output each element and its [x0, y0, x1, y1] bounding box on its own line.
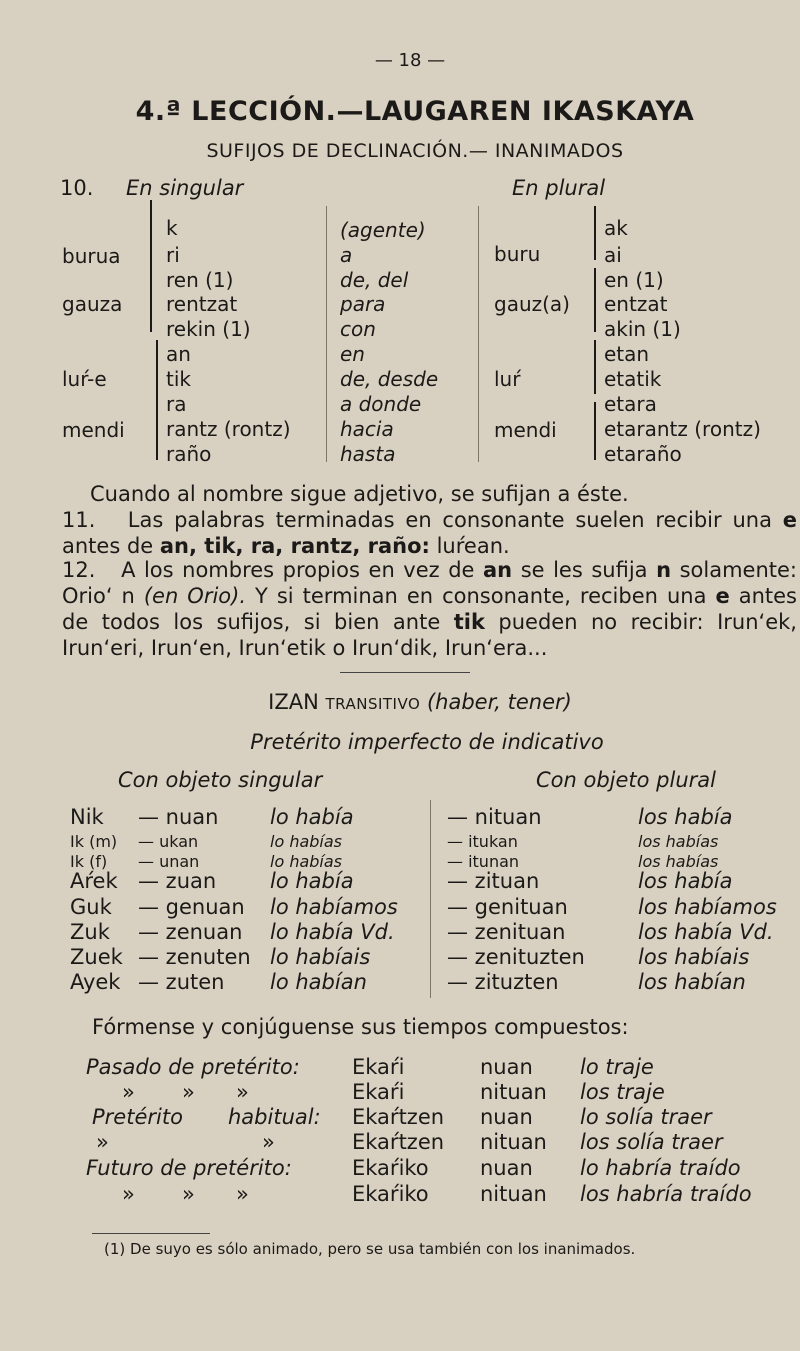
plural-bracket [594, 340, 596, 394]
singular-object-heading: Con objeto singular [118, 768, 323, 792]
plural-translation: los había Vd. [638, 920, 774, 944]
ditto-mark: » [182, 1080, 195, 1104]
singular-form: — zenuten [138, 945, 251, 969]
pronoun: Guk [70, 895, 112, 919]
pronoun: Ik (m) [70, 832, 118, 851]
pronoun: Nik [70, 805, 104, 829]
singular-form: — zuan [138, 869, 217, 893]
plural-translation: los habíamos [638, 895, 777, 919]
plural-form: — zenituan [447, 920, 566, 944]
lesson-title: 4.ª LECCIÓN.—LAUGAREN IKASKAYA [135, 96, 695, 127]
paragraph-text: antes de todos los sufijos, si bien ante [62, 584, 798, 634]
singular-stem: mendi [62, 418, 125, 442]
ditto-mark: » [122, 1080, 135, 1104]
plural-suffix: ai [604, 243, 622, 267]
page-number: — 18 — [374, 50, 446, 71]
plural-stem: gauz(a) [494, 292, 570, 316]
plural-suffix: etaraño [604, 442, 682, 466]
singular-heading: En singular [126, 176, 244, 200]
singular-suffix: rentzat [166, 292, 238, 316]
compound-translation: los traje [580, 1080, 665, 1104]
paragraph-text: luŕean. [429, 534, 510, 558]
compound-auxiliary: nuan [480, 1055, 533, 1079]
tense-label: habitual: [228, 1105, 321, 1129]
plural-object-heading: Con objeto plural [536, 768, 716, 792]
lesson-subtitle: SUFIJOS DE DECLINACIÓN.— INANIMADOS [206, 140, 624, 162]
tense-label: Pretérito [92, 1105, 183, 1129]
suffix-n: n [656, 558, 672, 582]
compound-verb: Ekaŕtzen [352, 1105, 445, 1129]
pronoun: Zuk [70, 920, 110, 944]
plural-form: — zituan [447, 869, 540, 893]
paragraph-text: pueden no recibir: Irun‘ek, Irun‘eri, Irun‘en, Irun‘etik o Irun‘dik, Irun‘era... [62, 610, 797, 660]
singular-form: — nuan [138, 805, 219, 829]
compound-translation: los habría traído [580, 1182, 752, 1206]
paragraph-text: se les sufija [512, 558, 657, 582]
compound-auxiliary: nituan [480, 1080, 547, 1104]
compound-translation: lo habría traído [580, 1156, 741, 1180]
plural-heading: En plural [512, 176, 606, 200]
paragraph-text: antes de [62, 534, 160, 558]
suffix-meaning: de, desde [340, 367, 439, 391]
paragraph-text: A los nombres propios en vez de [121, 558, 484, 582]
singular-suffix: raño [166, 442, 212, 466]
plural-translation: los habíais [638, 945, 750, 969]
paragraph-text: Y si terminan en consonante, reciben una [246, 584, 716, 608]
tense-label: Pasado de pretérito: [86, 1055, 300, 1079]
pronoun: Ayek [70, 970, 121, 994]
suffix-tik: tik [453, 610, 485, 634]
verb-translation: (haber, tener) [426, 690, 572, 714]
compound-auxiliary: nuan [480, 1105, 533, 1129]
plural-suffix: etara [604, 392, 657, 416]
singular-translation: lo había [270, 869, 354, 893]
suffix-meaning: a [340, 243, 353, 267]
suffix-meaning: para [340, 292, 386, 316]
singular-translation: lo habías [270, 832, 343, 851]
plural-form: — genituan [447, 895, 568, 919]
singular-translation: lo habías [270, 852, 343, 871]
singular-bracket-bottom [156, 340, 158, 460]
singular-translation: lo habíais [270, 945, 371, 969]
plural-translation: los habías [638, 832, 719, 851]
compound-verb: Ekaŕtzen [352, 1130, 445, 1154]
plural-translation: los había [638, 869, 733, 893]
ditto-mark: » [236, 1080, 249, 1104]
plural-translation: los habían [638, 970, 746, 994]
plural-translation: los habías [638, 852, 719, 871]
paragraph-11 [62, 507, 797, 559]
suffix-meaning: de, del [340, 268, 409, 292]
plural-suffix: etarantz (rontz) [604, 417, 761, 441]
plural-suffix: akin (1) [604, 317, 681, 341]
suffix-meaning: a donde [340, 392, 422, 416]
singular-suffix: ra [166, 392, 187, 416]
suffix-meaning: en [340, 342, 365, 366]
ditto-mark: » [122, 1182, 135, 1206]
compound-translation: los solía traer [580, 1130, 723, 1154]
suffix-list: an, tik, ra, rantz, raño: [159, 534, 430, 558]
column-divider [478, 206, 479, 462]
compound-translation: lo solía traer [580, 1105, 712, 1129]
plural-form: — itunan [447, 852, 520, 871]
singular-stem: burua [62, 244, 121, 268]
paragraph-text: solamente: Orio‘ n [62, 558, 797, 608]
footnote-divider [92, 1233, 210, 1234]
plural-stem: buru [494, 242, 541, 266]
section-divider [340, 672, 470, 673]
compound-auxiliary: nuan [480, 1156, 533, 1180]
ditto-mark: » [236, 1182, 249, 1206]
suffix-meaning: hasta [340, 442, 396, 466]
singular-suffix: rantz (rontz) [166, 417, 291, 441]
verb-type: TRANSITIVO [325, 695, 421, 713]
singular-suffix: an [166, 342, 191, 366]
singular-translation: lo habían [270, 970, 367, 994]
example-en-orio: (en Orio). [143, 584, 247, 608]
vowel-e: e [715, 584, 730, 608]
pronoun: Ik (f) [70, 852, 108, 871]
singular-form: — zenuan [138, 920, 243, 944]
suffix-meaning: hacia [340, 417, 394, 441]
compound-verb: Ekaŕiko [352, 1156, 429, 1180]
plural-form: — zenituzten [447, 945, 585, 969]
paragraph-adjective: Cuando al nombre sigue adjetivo, se sufijan a éste. [90, 482, 629, 506]
plural-bracket [594, 206, 596, 260]
singular-translation: lo habíamos [270, 895, 398, 919]
plural-suffix: etan [604, 342, 650, 366]
singular-stem: luŕ-e [62, 367, 107, 391]
paragraph-12 [62, 557, 797, 661]
plural-bracket [594, 268, 596, 332]
conjugation-divider [430, 800, 431, 998]
singular-suffix: ren (1) [166, 268, 234, 292]
singular-translation: lo había [270, 805, 354, 829]
section-number-10: 10. [60, 176, 94, 200]
footnote: (1) De suyo es sólo animado, pero se usa también con los inanimados. [104, 1240, 636, 1258]
plural-form: — zituzten [447, 970, 559, 994]
ditto-mark: » [96, 1130, 109, 1154]
singular-form: — genuan [138, 895, 245, 919]
pronoun: Aŕek [70, 869, 118, 893]
plural-suffix: en (1) [604, 268, 664, 292]
singular-form: — unan [138, 852, 200, 871]
suffix-meaning: (agente) [340, 218, 426, 242]
vowel-e: e [782, 508, 797, 532]
compound-verb: Ekaŕi [352, 1055, 405, 1079]
plural-stem: luŕ [494, 367, 521, 391]
singular-suffix: tik [166, 367, 191, 391]
singular-suffix: rekin (1) [166, 317, 251, 341]
compound-verb: Ekaŕiko [352, 1182, 429, 1206]
plural-suffix: etatik [604, 367, 662, 391]
paragraph-text: Las palabras terminadas en consonante suelen recibir una [127, 508, 783, 532]
singular-translation: lo había Vd. [270, 920, 395, 944]
singular-suffix: ri [166, 243, 180, 267]
singular-form: — ukan [138, 832, 199, 851]
singular-stem: gauza [62, 292, 123, 316]
plural-stem: mendi [494, 418, 557, 442]
plural-form: — nituan [447, 805, 542, 829]
compound-verb: Ekaŕi [352, 1080, 405, 1104]
compound-translation: lo traje [580, 1055, 654, 1079]
compound-tenses-intro: Fórmense y conjúguense sus tiempos compuestos: [92, 1015, 629, 1039]
izan-heading [0, 690, 800, 714]
singular-suffix: k [166, 216, 178, 240]
tense-label: Futuro de pretérito: [86, 1156, 292, 1180]
suffix-meaning: con [340, 317, 376, 341]
plural-bracket [594, 402, 596, 460]
singular-bracket-top [150, 200, 152, 332]
compound-auxiliary: nituan [480, 1182, 547, 1206]
plural-suffix: ak [604, 216, 628, 240]
ditto-mark: » [182, 1182, 195, 1206]
paragraph-number: 12. [62, 558, 96, 582]
paragraph-number: 11. [62, 508, 96, 532]
plural-form: — itukan [447, 832, 518, 851]
singular-form: — zuten [138, 970, 225, 994]
column-divider [326, 206, 327, 462]
tense-heading: Pretérito imperfecto de indicativo [250, 730, 604, 754]
compound-auxiliary: nituan [480, 1130, 547, 1154]
ditto-mark: » [262, 1130, 275, 1154]
plural-suffix: entzat [604, 292, 668, 316]
pronoun: Zuek [70, 945, 123, 969]
verb-name: IZAN [268, 690, 319, 714]
suffix-an: an [483, 558, 513, 582]
plural-translation: los había [638, 805, 733, 829]
